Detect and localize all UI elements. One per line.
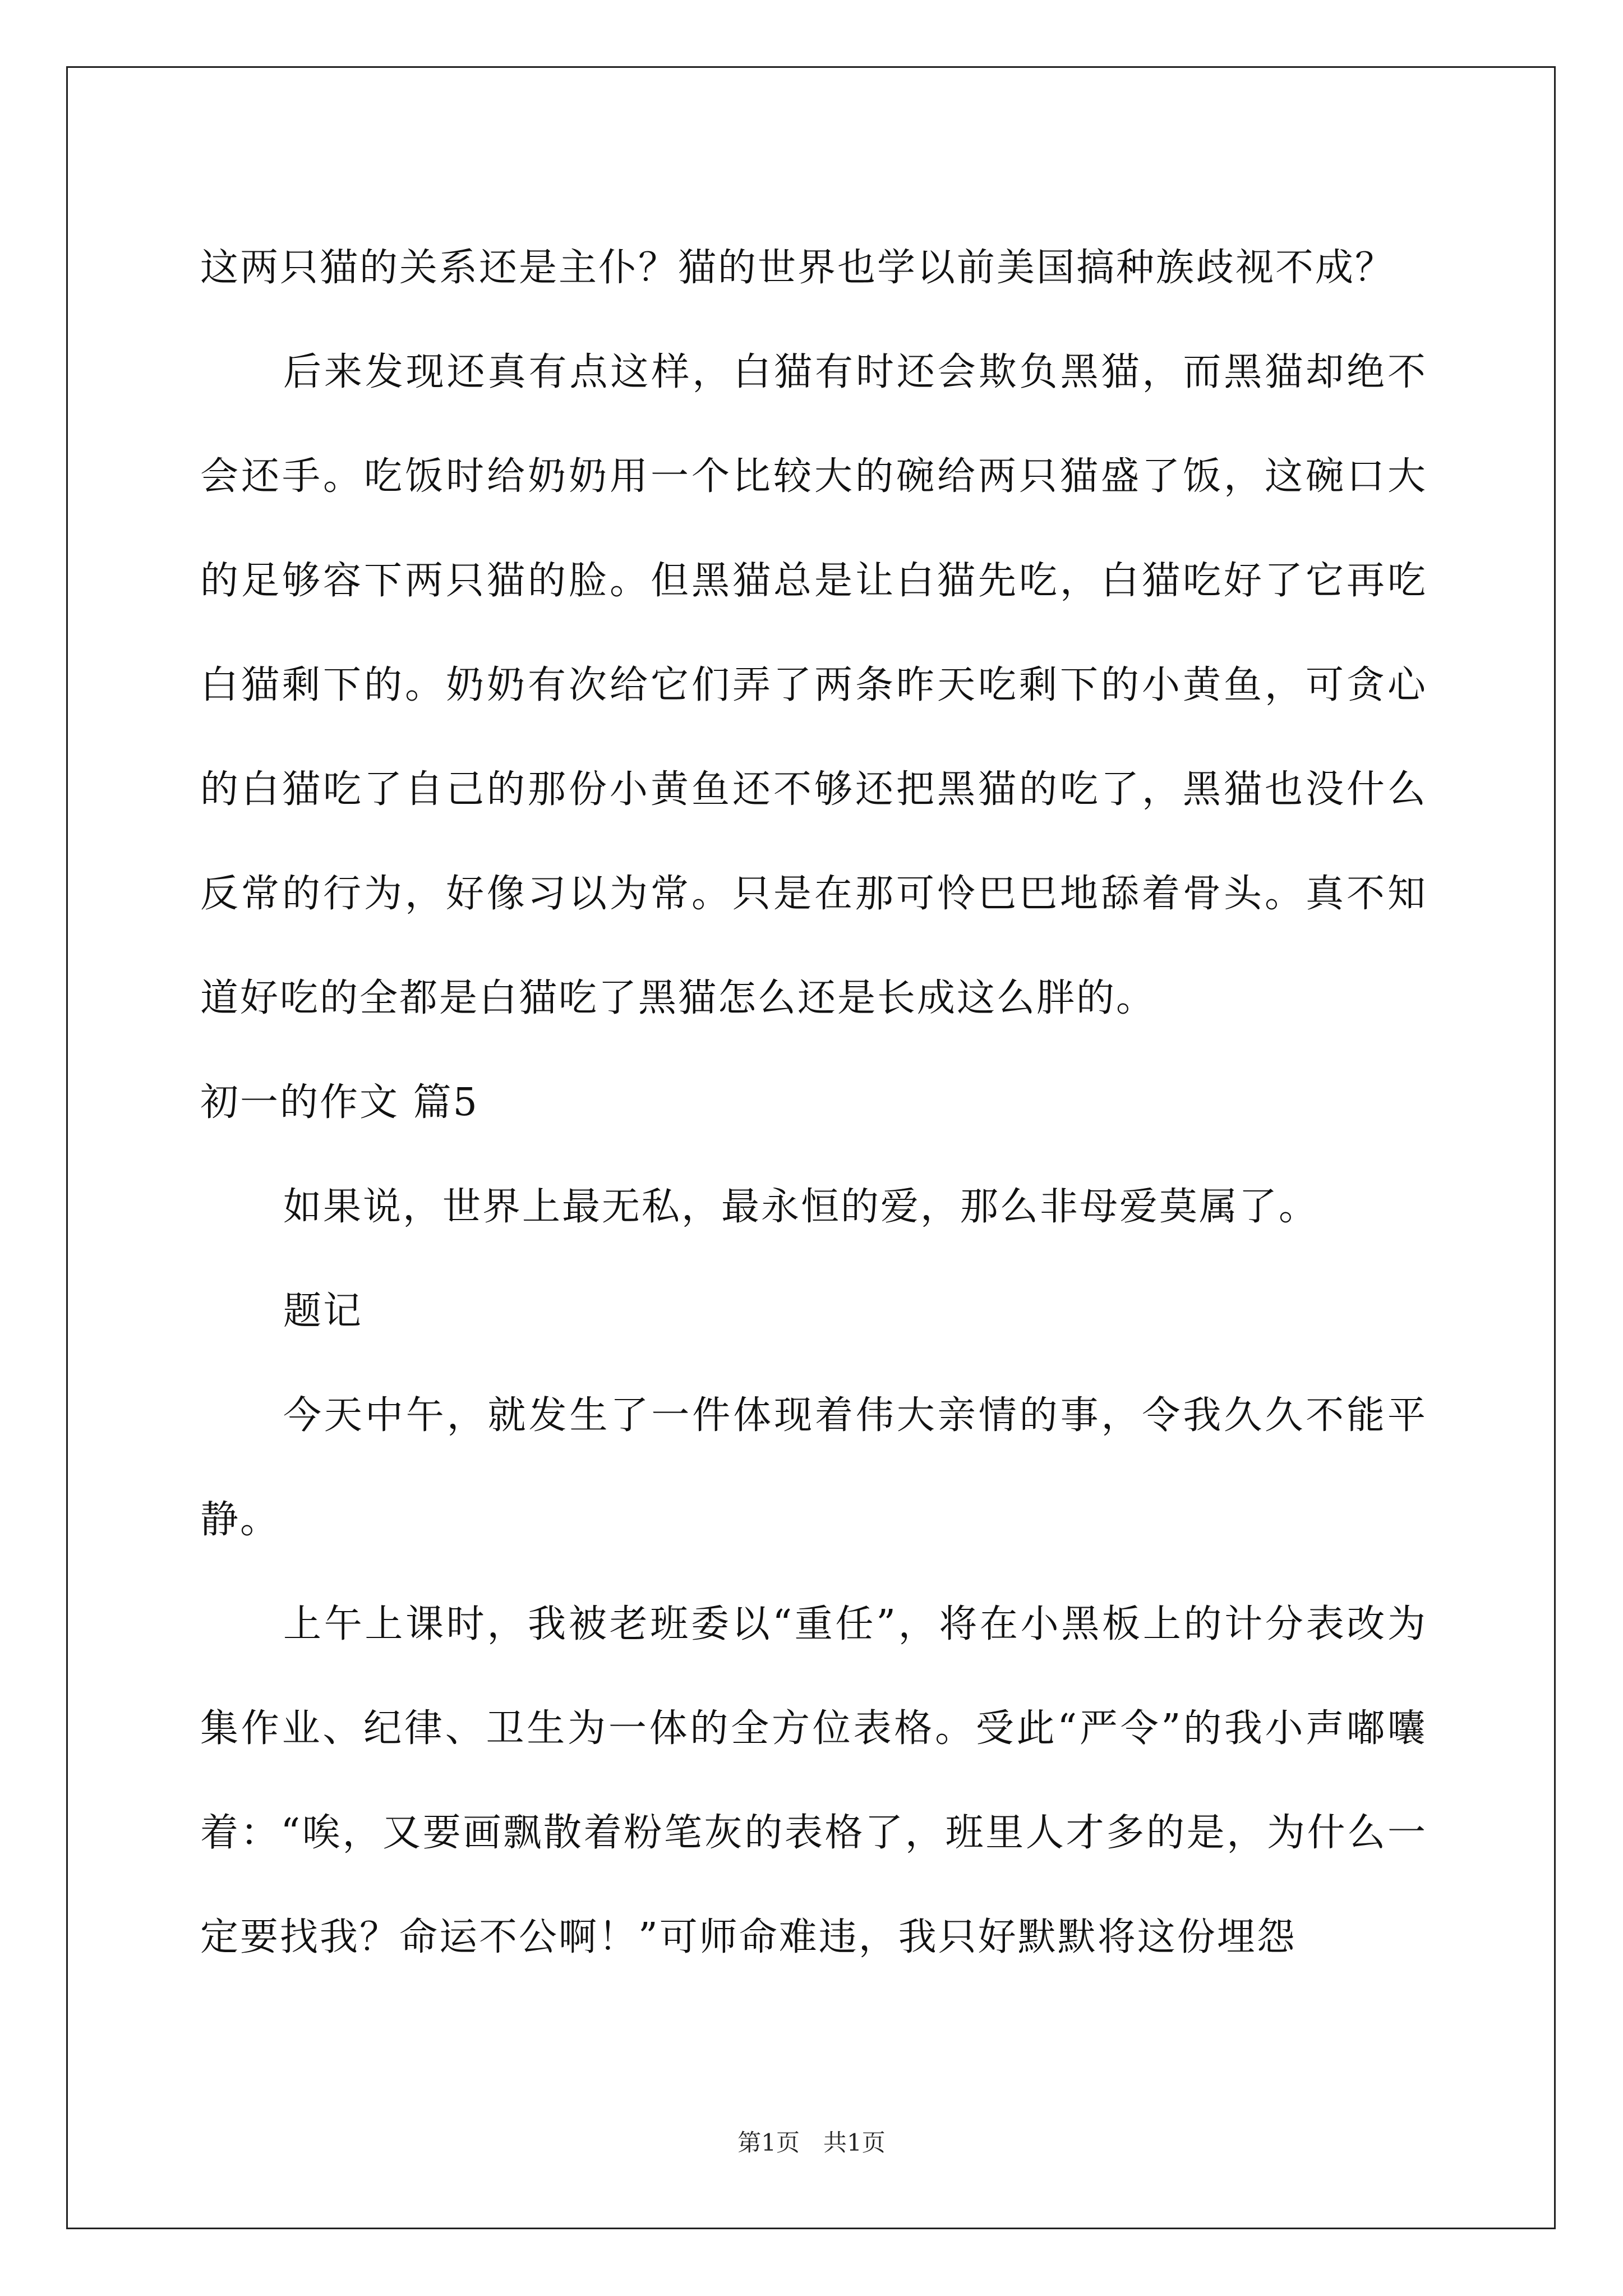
paragraph-cats-story: 后来发现还真有点这样，白猫有时还会欺负黑猫，而黑猫却绝不会还手。吃饭时给奶奶用一个比较大的碗给两只猫盛了饭，这碗口大的足够容下两只猫的脸。但黑猫总是让白猫先吃，白猫吃好了它再吃白猫剩下的。奶奶有次给它们弄了两条昨天吃剩下的小黄鱼，可贪心的白猫吃了自己的那份小黄鱼还不够还把黑猫的吃了，黑猫也没什么反常的行为，好像习以为常。只是在那可怜巴巴地舔着骨头。真不知道好吃的全都是白猫吃了黑猫怎么还是长成这么胖的。 <box>200 350 1427 1020</box>
paragraph-class-task: 上午上课时，我被老班委以“重任”，将在小黑板上的计分表改为集作业、纪律、卫生为一体的全方位表格。受此“严令”的我小声嘟囔着：“唉，又要画飘散着粉笔灰的表格了，班里人才多的是，为什么一定要找我？命运不公啊！”可师命难违，我只好默默将这份埋怨 <box>200 1602 1427 1959</box>
paragraph-noon-event: 今天中午，就发生了一件体现着伟大亲情的事，令我久久不能平静。 <box>200 1393 1427 1542</box>
section-heading: 初一的作文 篇5 <box>200 1080 479 1125</box>
paragraph-continuation: 这两只猫的关系还是主仆？猫的世界也学以前美国搞种族歧视不成？ <box>200 246 1395 290</box>
paragraph-epigraph-label: 题记 <box>283 1289 363 1333</box>
page-footer: 第1页 共1页 <box>737 2129 886 2156</box>
paragraph-mother-love: 如果说，世界上最无私，最永恒的爱，那么非母爱莫属了。 <box>283 1185 1319 1229</box>
document-body <box>200 216 1427 1990</box>
